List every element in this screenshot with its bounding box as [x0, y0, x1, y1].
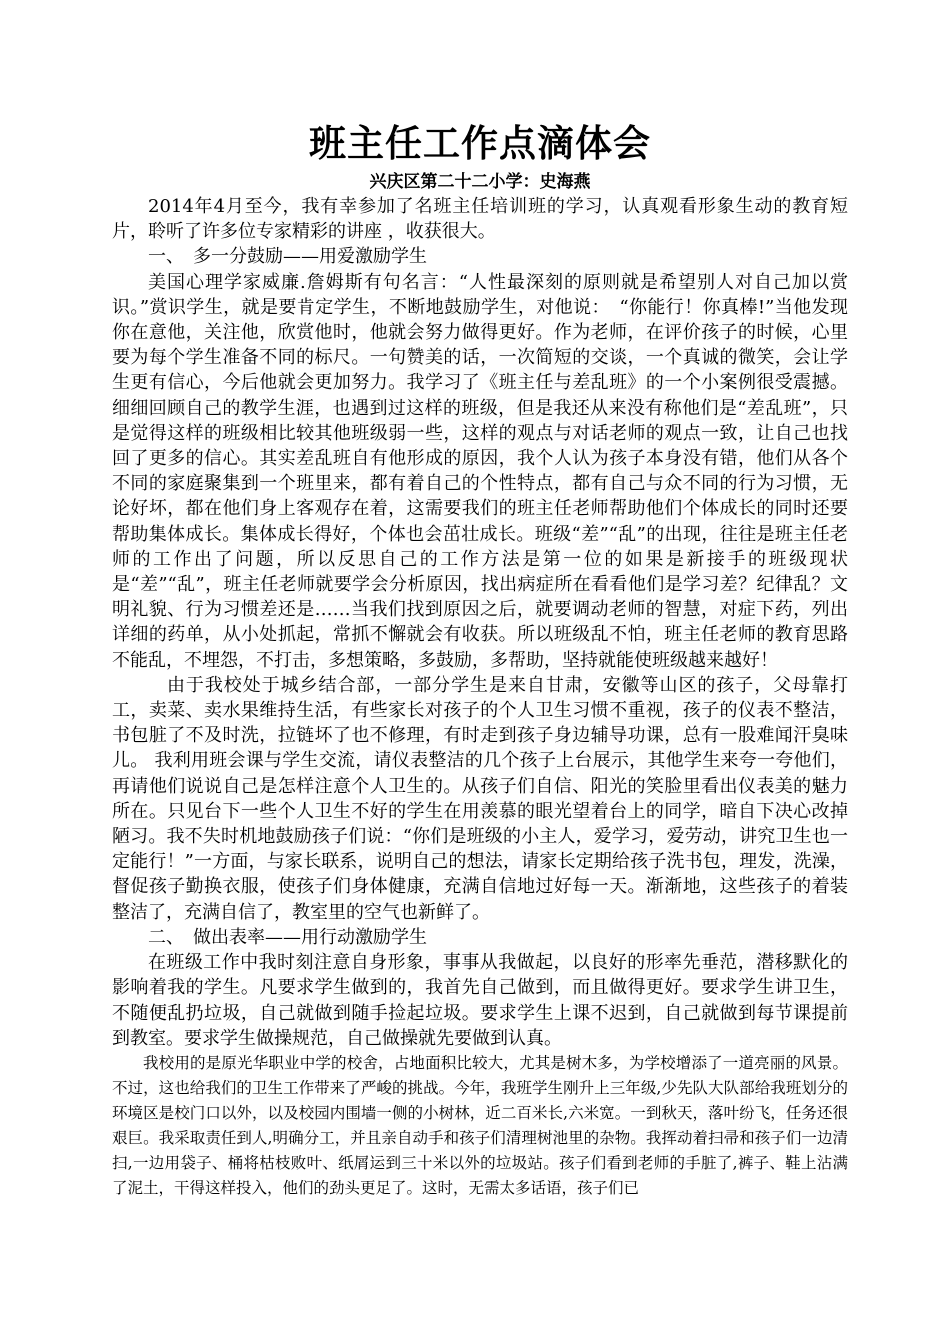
paragraph-intro: 2014年4月至今，我有幸参加了名班主任培训班的学习，认真观看形象生动的教育短片，聆听了许多位专家精彩的讲座 ，收获很大。 — [112, 196, 848, 243]
document-page — [112, 118, 848, 1201]
paragraph-encouragement: 美国心理学家威廉.詹姆斯有句名言：“人性最深刻的原则就是希望别人对自己加以赏识。”赏识学生，就是要肯定学生，不断地鼓励学生，对他说： “你能行！你真棒!”当他发现你在意他，关注他，欣赏他时，他就会努力做得更好。作为老师，在评价孩子的时候，心里要为每个学生准备不同的标尺。一句赞美的话，一次简短的交谈，一个真诚的微笑，会让学生更有信心，今后他就会更加努力。我学习了《班主任与差乱班》的一个小案例很受震撼。细细回顾自己的教学生涯，也遇到过这样的班级，但是我还从来没有称他们是“差乱班”，只是觉得这样的班级相比较其他班级弱一些，这样的观点与对话老师的观点一致，让自己也找回了更多的信心。其实差乱班自有他形成的原因，我个人认为孩子本身没有错，他们从各个不同的家庭聚集到一个班里来，都有着自己的个性特点，都有自己与众不同的行为习惯，无论好坏，都在他们身上客观存在着，这需要我们的班主任老师帮助他们个体成长的同时还要帮助集体成长。集体成长得好，个体也会茁壮成长。班级“差”“乱”的出现，往往是班主任老师的工作出了问题，所以反思自己的工作方法是第一位的如果是新接手的班级现状是“差”“乱”，班主任老师就要学会分析原因，找出病症所在看看他们是学习差？纪律乱？文明礼貌、行为习惯差还是……当我们找到原因之后，就要调动老师的智慧，对症下药，列出详细的药单，从小处抓起，常抓不懈就会有收获。所以班级乱不怕，班主任老师的教育思路不能乱，不埋怨，不打击，多想策略，多鼓励，多帮助，坚持就能使班级越来越好！ — [112, 271, 848, 671]
paragraph-role-model: 在班级工作中我时刻注意自身形象，事事从我做起，以良好的形率先垂范，潜移默化的影响着我的学生。凡要求学生做到的，我首先自己做到，而且做得更好。要求学生讲卫生，不随便乱扔垃圾，自己就做到随手捡起垃圾。要求学生上课不迟到，自己就做到每节课提前到教室。要求学生做操规范，自己做操就先要做到认真。 — [112, 952, 848, 1049]
paragraph-cleaning: 我校用的是原光华职业中学的校舍，占地面积比较大，尤其是树木多，为学校增添了一道亮丽的风景。不过，这也给我们的卫生工作带来了严峻的挑战。今年，我班学生刚升上三年级,少先队大队部给我班划分的环境区是校门口以外，以及校园内围墙一侧的小树林，近二百米长,六米宽。一到秋天，落叶纷飞，任务还很艰巨。我采取责任到人,明确分工，并且亲自动手和孩子们清理树池里的杂物。我挥动着扫帚和孩子们一边清扫,一边用袋子、桶将枯枝败叶、纸屑运到三十米以外的垃圾站。孩子们看到老师的手脏了,裤子、鞋上沾满了泥土，干得这样投入，他们的劲头更足了。这时，无需太多话语，孩子们已 — [112, 1053, 848, 1197]
paragraph-hygiene: 由于我校处于城乡结合部，一部分学生是来自甘肃，安徽等山区的孩子，父母靠打工，卖菜、卖水果维持生活，有些家长对孩子的个人卫生习惯不重视，孩子的仪表不整洁，书包脏了不及时洗，拉链坏了也不修理，有时走到孩子身边辅导功课，总有一股难闻汗臭味儿。 我利用班会课与学生交流，请仪表整洁的几个孩子上台展示，其他学生来夸一夸他们，再请他们说说自己是怎样注意个人卫生的。从孩子们自信、阳光的笑脸里看出仪表美的魅力所在。只见台下一些个人卫生不好的学生在用羡慕的眼光望着台上的同学，暗自下决心改掉陋习。我不失时机地鼓励孩子们说：“你们是班级的小主人，爱学习，爱劳动，讲究卫生也一定能行！”一方面，与家长联系，说明自己的想法，请家长定期给孩子洗书包，理发，洗澡，督促孩子勤换衣服，使孩子们身体健康，充满自信地过好每一天。渐渐地，这些孩子的着装整洁了，充满自信了，教室里的空气也新鲜了。 — [112, 674, 848, 923]
section-heading-1: 一、 多一分鼓励——用爱激励学生 — [148, 246, 427, 268]
document-title: 班主任工作点滴体会 — [309, 121, 651, 165]
section-heading-2: 二、 做出表率——用行动激励学生 — [148, 926, 427, 948]
author-byline: 兴庆区第二十二小学：史海燕 — [369, 172, 591, 192]
